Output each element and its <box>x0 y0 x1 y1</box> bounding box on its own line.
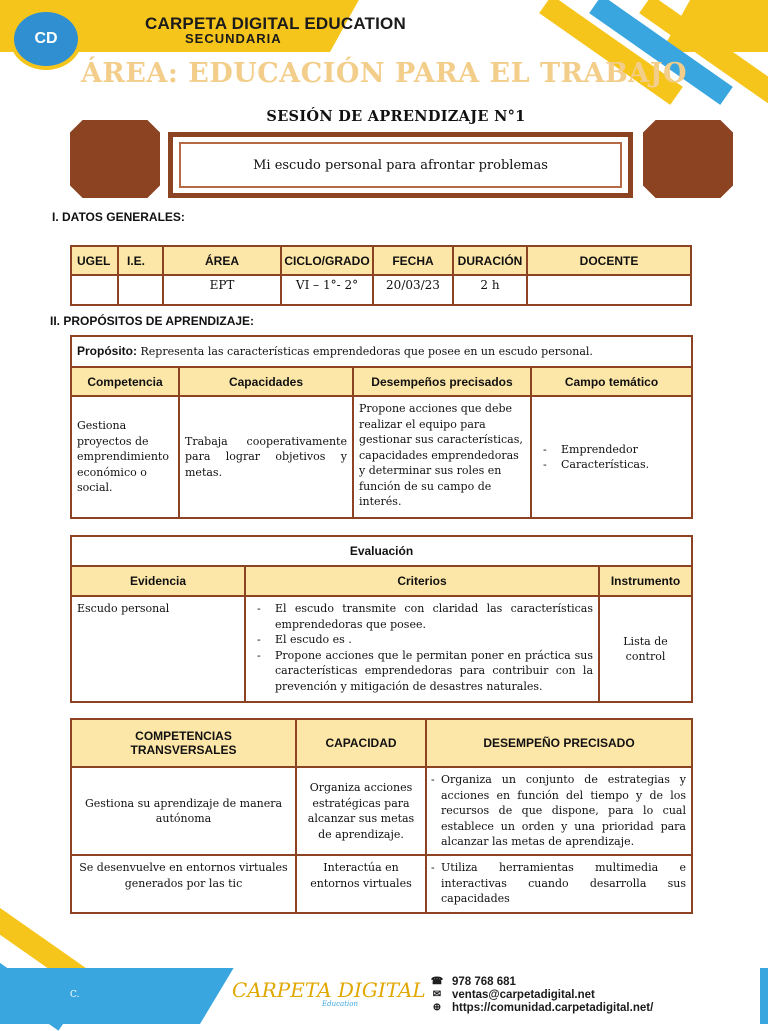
brand-subtitle: SECUNDARIA <box>185 31 282 46</box>
cell-instrumento: Lista de control <box>599 596 692 702</box>
cell-transversal-desempeno <box>426 855 692 913</box>
competencias-transversales-table <box>70 718 693 914</box>
cell-evidencia: Escudo personal <box>71 596 245 702</box>
header-evidencia: Evidencia <box>71 566 245 596</box>
header-desempenos: Desempeños precisados <box>353 367 531 396</box>
header-campo-tematico: Campo temático <box>531 367 692 396</box>
propositos-table <box>70 335 693 519</box>
url-link[interactable]: https://comunidad.carpetadigital.net/ <box>452 1002 654 1014</box>
evaluation-title: Evaluación <box>71 536 692 566</box>
email-link[interactable]: ventas@carpetadigital.net <box>452 989 595 1001</box>
cell-desempenos: Propone acciones que debe realizar el equipo para gestionar sus características, capacidades emprendedoras y determinar sus roles en función de su campo de interés. <box>353 396 531 518</box>
header-competencias-transversales: COMPETENCIAS TRANSVERSALES <box>71 719 296 767</box>
evaluacion-table <box>70 535 693 703</box>
section-propositos: II. PROPÓSITOS DE APRENDIZAJE: <box>50 314 255 328</box>
cell-transversal-capacidad: Organiza acciones estratégicas para alcanzar sus metas de aprendizaje. <box>296 767 426 855</box>
table-header-row <box>71 719 692 767</box>
brand-name: CARPETA DIGITAL EDUCATION <box>145 14 406 33</box>
purpose-text: Representa las características emprendedoras que posee en un escudo personal. <box>137 344 593 358</box>
table-row <box>71 396 692 518</box>
mail-icon: ✉ <box>432 989 442 1000</box>
phone-icon: ☎ <box>430 976 444 987</box>
table-header-row <box>71 566 692 596</box>
contact-url[interactable] <box>430 1002 653 1014</box>
session-topic-frame <box>168 132 633 198</box>
header-instrumento: Instrumento <box>599 566 692 596</box>
table-header-row <box>71 367 692 396</box>
criterios-list <box>251 601 593 694</box>
header-docente: DOCENTE <box>527 246 691 275</box>
cell-area: EPT <box>163 275 281 305</box>
desempeno-text: Utiliza herramientas multimedia e interactivas cuando desarrolla sus capacidades <box>441 861 686 905</box>
globe-icon: ⊕ <box>432 1002 442 1013</box>
cell-transversal-desempeno <box>426 767 692 855</box>
header-area: ÁREA <box>163 246 281 275</box>
desempeno-text: Organiza un conjunto de estrategias y acciones en función del tiempo y de los recursos de que dispone, para lo cual establece un orden y una prioridad para alcanzar las metas de aprendizaje. <box>441 773 686 848</box>
header-fecha: FECHA <box>373 246 453 275</box>
cell-transversal-competencia: Se desenvuelve en entornos virtuales generados por las tic <box>71 855 296 913</box>
purpose-cell <box>71 336 692 367</box>
header-capacidad: CAPACIDAD <box>296 719 426 767</box>
cell-campo <box>531 396 692 518</box>
dash-bullet: - <box>431 861 435 874</box>
cell-ugel <box>71 275 118 305</box>
purpose-row <box>71 336 692 367</box>
list-item: - El escudo transmite con claridad las características emprendedoras que posee. <box>251 601 593 632</box>
list-item: - Propone acciones que le permitan poner en práctica sus características emprendedoras para contribuir con la prevención y mitigación de desastres naturales. <box>251 648 593 695</box>
cell-transversal-competencia: Gestiona su aprendizaje de manera autónoma <box>71 767 296 855</box>
decorative-octagon-left <box>70 120 160 198</box>
phone-text: 978 768 681 <box>452 976 516 988</box>
logo-text: CD <box>34 30 58 47</box>
contact-email[interactable] <box>430 989 595 1001</box>
header-ciclo-grado: CICLO/GRADO <box>281 246 373 275</box>
header-criterios: Criterios <box>245 566 599 596</box>
list-item: - El escudo es . <box>251 632 593 648</box>
header-ugel: UGEL <box>71 246 118 275</box>
table-row <box>71 855 692 913</box>
list-item: - Emprendedor <box>537 442 686 458</box>
cell-ie <box>118 275 163 305</box>
header-capacidades: Capacidades <box>179 367 353 396</box>
campo-list <box>537 442 686 473</box>
cell-duracion: 2 h <box>453 275 527 305</box>
header-ie: I.E. <box>118 246 163 275</box>
footer-logo: CARPETA DIGITAL <box>232 978 426 1002</box>
header-desempeno-precisado: DESEMPEÑO PRECISADO <box>426 719 692 767</box>
purpose-label: Propósito: <box>77 343 137 358</box>
table-header-row <box>71 246 691 275</box>
cell-fecha: 20/03/23 <box>373 275 453 305</box>
cell-capacidades: Trabaja cooperativamente para lograr objetivos y metas. <box>179 396 353 518</box>
header-duracion: DURACIÓN <box>453 246 527 275</box>
cell-competencia: Gestiona proyectos de emprendimiento económico o social. <box>71 396 179 518</box>
cell-transversal-capacidad: Interactúa en entornos virtuales <box>296 855 426 913</box>
session-topic: Mi escudo personal para afrontar problemas <box>179 142 622 188</box>
table-row <box>71 596 692 702</box>
session-title: SESIÓN DE APRENDIZAJE N°1 <box>266 108 526 125</box>
footer-left-text: C. <box>70 990 80 1000</box>
contact-phone <box>430 976 516 988</box>
list-item: - Características. <box>537 457 686 473</box>
table-row <box>71 275 691 305</box>
cell-criterios <box>245 596 599 702</box>
decorative-octagon-right <box>643 120 733 198</box>
datos-generales-table <box>70 245 692 306</box>
dash-bullet: - <box>431 773 435 786</box>
cell-ciclo: VI – 1°- 2° <box>281 275 373 305</box>
section-datos-generales: I. DATOS GENERALES: <box>52 210 185 224</box>
cell-docente <box>527 275 691 305</box>
footer-logo-sub: Education <box>322 1000 358 1008</box>
area-title: ÁREA: EDUCACIÓN PARA EL TRABAJO <box>80 58 688 89</box>
header-competencia: Competencia <box>71 367 179 396</box>
evaluation-title-row <box>71 536 692 566</box>
table-row <box>71 767 692 855</box>
